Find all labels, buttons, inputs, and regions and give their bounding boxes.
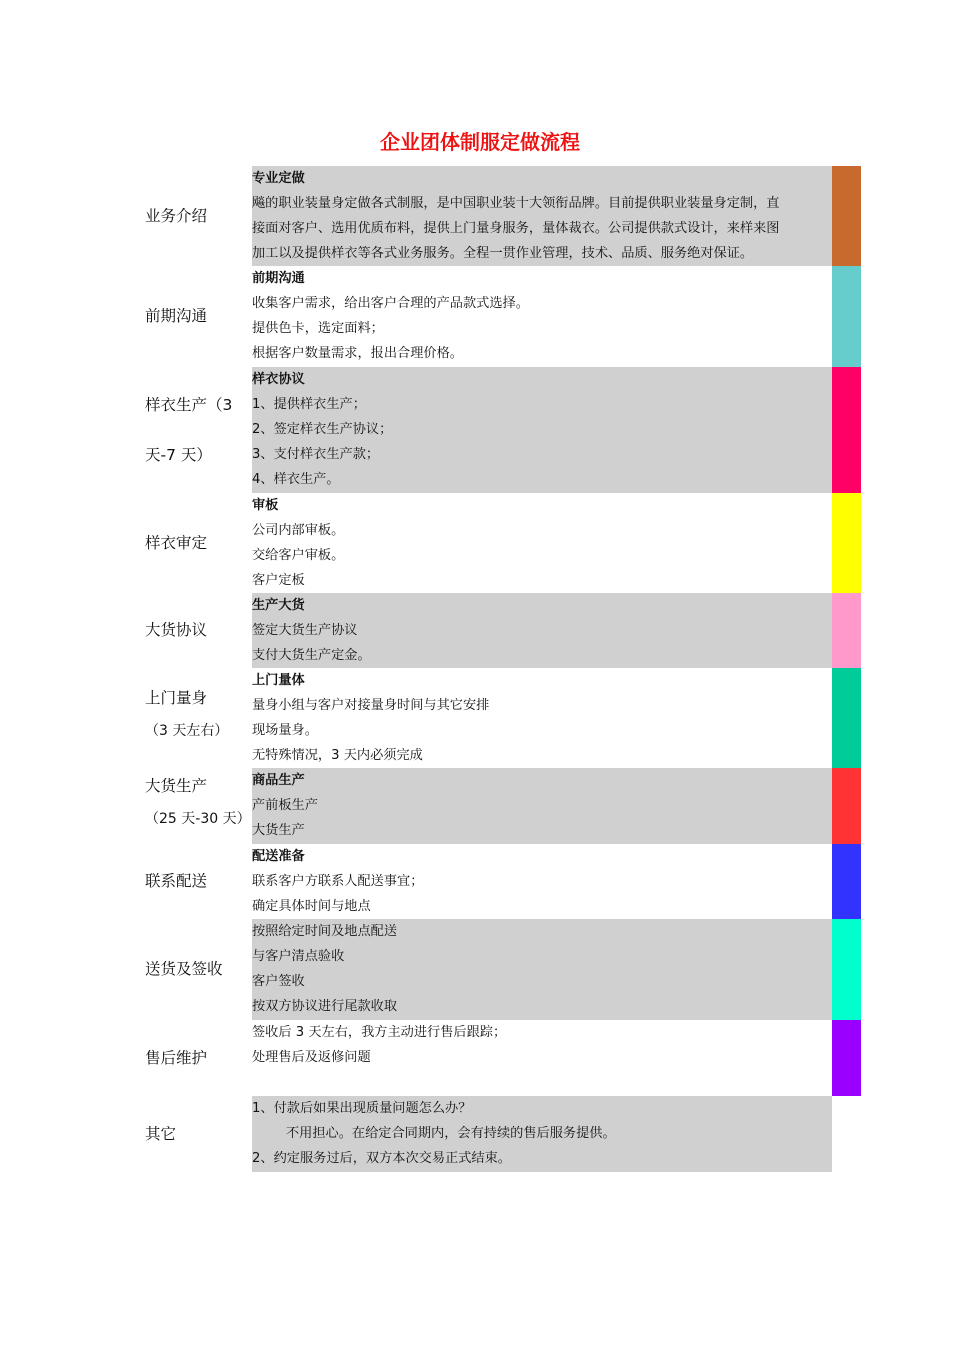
- process-row: [0, 768, 960, 844]
- step-label: [145, 367, 251, 493]
- step-details: [252, 593, 832, 668]
- step-detail-line: 飚的职业装量身定做各式制服，是中国职业装十大领衔品牌。目前提供职业装量身定制，直: [252, 196, 780, 211]
- step-label-line: 样衣审定: [145, 533, 208, 552]
- step-detail-line: 与客户清点验收: [252, 949, 345, 964]
- step-detail-line: 按照给定时间及地点配送: [252, 924, 398, 939]
- step-detail-line: 现场量身。: [252, 723, 318, 738]
- step-heading: 样衣协议: [252, 372, 305, 387]
- step-detail-line: 2、约定服务过后，双方本次交易正式结束。: [252, 1151, 511, 1166]
- step-detail-line: 签收后 3 天左右，我方主动进行售后跟踪；: [252, 1025, 507, 1040]
- step-label: [145, 593, 251, 668]
- process-row: [0, 1020, 960, 1096]
- step-detail-line: 接面对客户、选用优质布料，提供上门量身服务，量体裁衣。公司提供款式设计，来样来图: [252, 221, 780, 236]
- step-heading: 专业定做: [252, 171, 305, 186]
- step-detail-line: 确定具体时间与地点: [252, 899, 371, 914]
- color-bar: [832, 844, 861, 919]
- step-detail-line: 加工以及提供样衣等各式业务服务。全程一贯作业管理，技术、品质、服务绝对保证。: [252, 246, 754, 261]
- step-detail-line: 交给客户审板。: [252, 548, 345, 563]
- step-label: [145, 266, 251, 367]
- step-label: [145, 1096, 251, 1172]
- step-detail-line: 量身小组与客户对接量身时间与其它安排: [252, 698, 490, 713]
- color-bar: [832, 166, 861, 266]
- process-row: [0, 367, 960, 493]
- step-details: [252, 768, 832, 844]
- step-label-line: 送货及签收: [145, 960, 223, 978]
- step-details: [252, 266, 832, 367]
- step-label: [145, 919, 251, 1020]
- step-label-line: 前期沟通: [145, 307, 208, 325]
- step-detail-line: 1、付款后如果出现质量问题怎么办？: [252, 1101, 472, 1116]
- step-detail-line: 不用担心。在给定合同期内，会有持续的售后服务提供。: [286, 1126, 616, 1141]
- step-detail-line: 1、提供样衣生产；: [252, 397, 366, 412]
- step-label-line: 样衣生产（3: [145, 396, 233, 414]
- step-details: [252, 919, 832, 1020]
- color-bar: [832, 919, 861, 1020]
- step-detail-line: 客户签收: [252, 974, 305, 989]
- process-row: [0, 668, 960, 768]
- color-bar: [832, 493, 861, 593]
- step-details: [252, 1096, 832, 1172]
- step-detail-line: 无特殊情况，3 天内必须完成: [252, 748, 423, 763]
- color-bar: [832, 768, 861, 844]
- step-heading: 配送准备: [252, 849, 305, 864]
- step-detail-line: 客户定板: [252, 573, 305, 588]
- step-detail-line: 4、样衣生产。: [252, 472, 340, 487]
- step-label: [145, 493, 251, 593]
- process-row: [0, 919, 960, 1020]
- step-label-line: 大货协议: [145, 621, 208, 639]
- step-detail-line: 根据客户数量需求，报出合理价格。: [252, 346, 463, 361]
- step-detail-line: 提供色卡，选定面料；: [252, 321, 384, 336]
- color-bar: [832, 593, 861, 668]
- step-detail-line: 3、支付样衣生产款；: [252, 447, 380, 462]
- step-label: [145, 844, 251, 919]
- process-row: [0, 166, 960, 266]
- step-details: [252, 493, 832, 593]
- process-table: [0, 166, 960, 1172]
- step-label: [145, 668, 251, 768]
- process-row: [0, 593, 960, 668]
- step-detail-line: 联系客户方联系人配送事宜；: [252, 874, 424, 889]
- step-details: [252, 367, 832, 493]
- step-label-line: 天-7 天）: [145, 446, 212, 464]
- step-detail-line: 2、签定样衣生产协议；: [252, 422, 393, 437]
- step-label-line: 业务介绍: [145, 206, 208, 225]
- step-label: [145, 1020, 251, 1096]
- step-detail-line: 按双方协议进行尾款收取: [252, 999, 398, 1014]
- step-details: [252, 1020, 832, 1096]
- color-bar: [832, 266, 861, 367]
- step-label: [145, 166, 251, 266]
- process-row: [0, 844, 960, 919]
- step-heading: 审板: [252, 498, 279, 513]
- step-label-line: 售后维护: [145, 1048, 208, 1067]
- step-duration: （25 天-30 天）: [145, 810, 251, 827]
- step-heading: 商品生产: [252, 773, 305, 788]
- color-bar: [832, 367, 861, 493]
- step-duration: （3 天左右）: [145, 722, 229, 739]
- step-details: [252, 668, 832, 768]
- process-row: [0, 493, 960, 593]
- step-label: [145, 768, 251, 844]
- color-bar: [832, 1020, 861, 1096]
- step-details: [252, 166, 832, 266]
- document-title: 企业团体制服定做流程: [380, 130, 580, 154]
- step-label-line: 其它: [145, 1124, 177, 1143]
- step-detail-line: 支付大货生产定金。: [252, 648, 371, 663]
- step-detail-line: 产前板生产: [252, 798, 318, 813]
- process-row: [0, 266, 960, 367]
- process-row: [0, 1096, 960, 1172]
- step-detail-line: 处理售后及返修问题: [252, 1050, 371, 1065]
- step-heading: 上门量体: [252, 673, 305, 688]
- step-label-line: 联系配送: [145, 872, 208, 890]
- step-detail-line: 签定大货生产协议: [252, 623, 358, 638]
- step-detail-line: 大货生产: [252, 823, 305, 838]
- step-label-line: 大货生产: [145, 776, 208, 795]
- step-heading: 生产大货: [252, 598, 305, 613]
- step-detail-line: 公司内部审板。: [252, 523, 345, 538]
- color-bar: [832, 668, 861, 768]
- step-heading: 前期沟通: [252, 271, 305, 286]
- step-label-line: 上门量身: [145, 688, 208, 707]
- step-detail-line: 收集客户需求，给出客户合理的产品款式选择。: [252, 296, 529, 311]
- step-details: [252, 844, 832, 919]
